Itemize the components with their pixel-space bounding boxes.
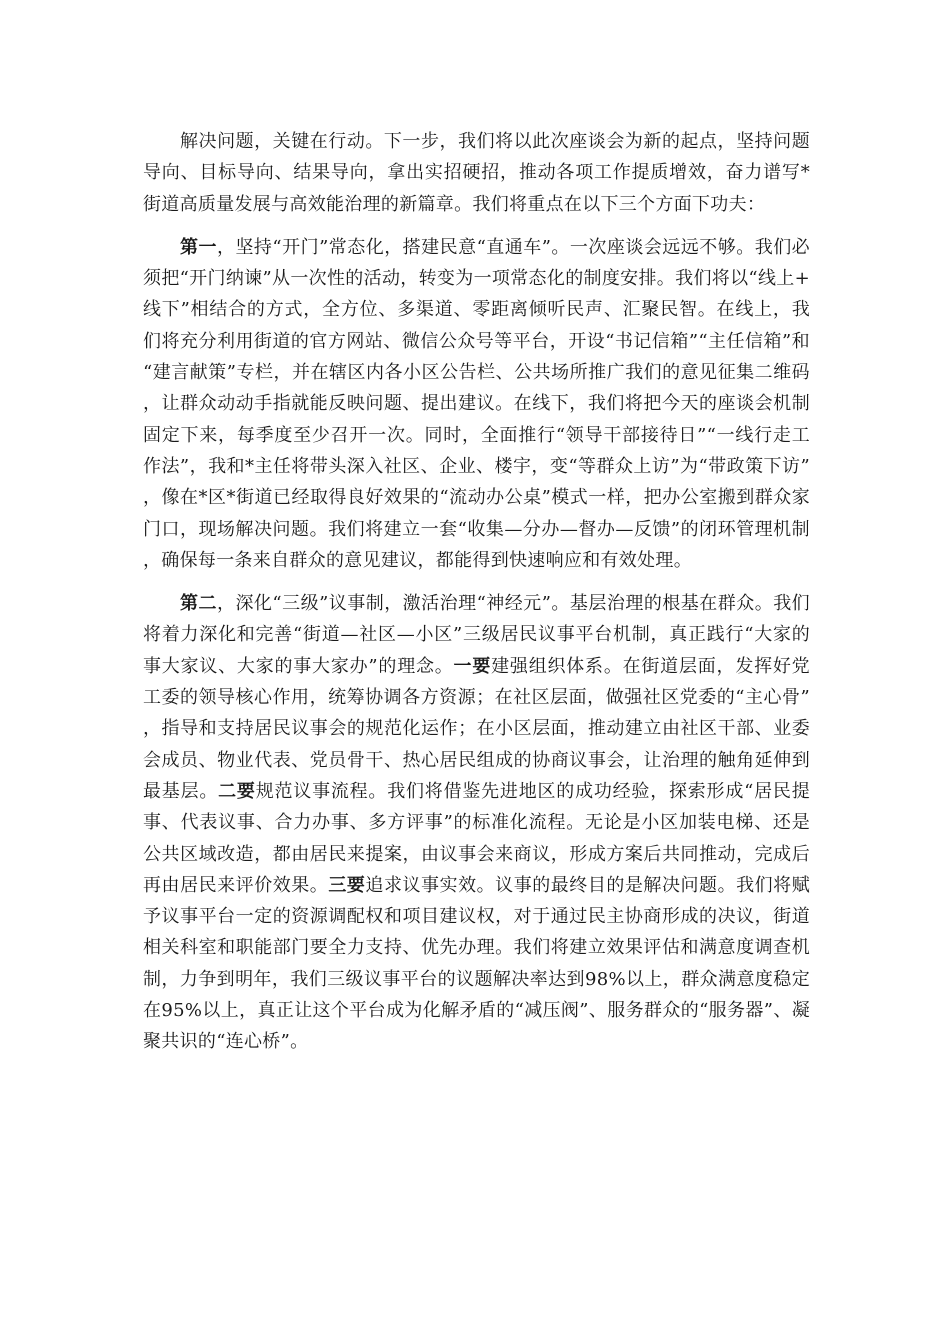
paragraph-text: 规范议事流程。我们将借鉴先进地区的成功经验，探索形成“居民提事、代表议事、合力办事、多方评事”的标准化流程。无论是小区加装电梯、还是公共区域改造，都由居民来提案，由议事会来商议，形成方案后共同推动，完成后再由居民来评价效果。: [143, 780, 810, 896]
document-body: [143, 126, 810, 1058]
sub-point-heading-1: 一要: [453, 655, 492, 677]
paragraph-first-point: [143, 232, 810, 576]
sub-point-heading-2: 二要: [218, 780, 256, 802]
paragraph-text: 建强组织体系。在街道层面，发挥好党工委的领导核心作用，统筹协调各方资源；在社区层面，做强社区党委的“主心骨”，指导和支持居民议事会的规范化运作；在小区层面，推动建立由社区干部、业委会成员、物业代表、党员骨干、热心居民组成的协商议事会，让治理的触角延伸到最基层。: [143, 655, 810, 802]
paragraph-text: 解决问题，关键在行动。下一步，我们将以此次座谈会为新的起点，坚持问题导向、目标导向、结果导向，拿出实招硬招，推动各项工作提质增效，奋力谱写*街道高质量发展与高效能治理的新篇章。我们将重点在以下三个方面下功夫：: [143, 131, 810, 215]
paragraph-text: 追求议事实效。议事的最终目的是解决问题。我们将赋予议事平台一定的资源调配权和项目建议权，对于通过民主协商形成的决议，街道相关科室和职能部门要全力支持、优先办理。我们将建立效果评估和满意度调查机制，力争到明年，我们三级议事平台的议题解决率达到98%以上，群众满意度稳定在95%以上，真正让这个平台成为化解矛盾的“减压阀”、服务群众的“服务器”、凝聚共识的“连心桥”。: [143, 874, 810, 1053]
point-heading-second: 第二: [180, 593, 217, 615]
sub-point-heading-3: 三要: [328, 874, 366, 896]
paragraph-intro: [143, 126, 810, 220]
point-heading-first: 第一: [180, 236, 217, 258]
paragraph-second-point: [143, 588, 810, 1057]
paragraph-text: ，坚持“开门”常态化，搭建民意“直通车”。一次座谈会远远不够。我们必须把“开门纳谏”从一次性的活动，转变为一项常态化的制度安排。我们将以“线上+线下”相结合的方式，全方位、多渠道、零距离倾听民声、汇聚民智。在线上，我们将充分利用街道的官方网站、微信公众号等平台，开设“书记信箱”“主任信箱”和“建言献策”专栏，并在辖区内各小区公告栏、公共场所推广我们的意见征集二维码，让群众动动手指就能反映问题、提出建议。在线下，我们将把今天的座谈会机制固定下来，每季度至少召开一次。同时，全面推行“领导干部接待日”“一线行走工作法”，我和*主任将带头深入社区、企业、楼宇，变“等群众上访”为“带政策下访”，像在*区*街道已经取得良好效果的“流动办公桌”模式一样，把办公室搬到群众家门口，现场解决问题。我们将建立一套“收集—分办—督办—反馈”的闭环管理机制，确保每一条来自群众的意见建议，都能得到快速响应和有效处理。: [143, 236, 810, 571]
paragraph-text: ，深化“三级”议事制，激活治理“神经元”。基层治理的根基在群众。我们将着力深化和完善“街道—社区—小区”三级居民议事平台机制，真正践行“大家的事大家议、大家的事大家办”的理念。: [143, 593, 810, 677]
